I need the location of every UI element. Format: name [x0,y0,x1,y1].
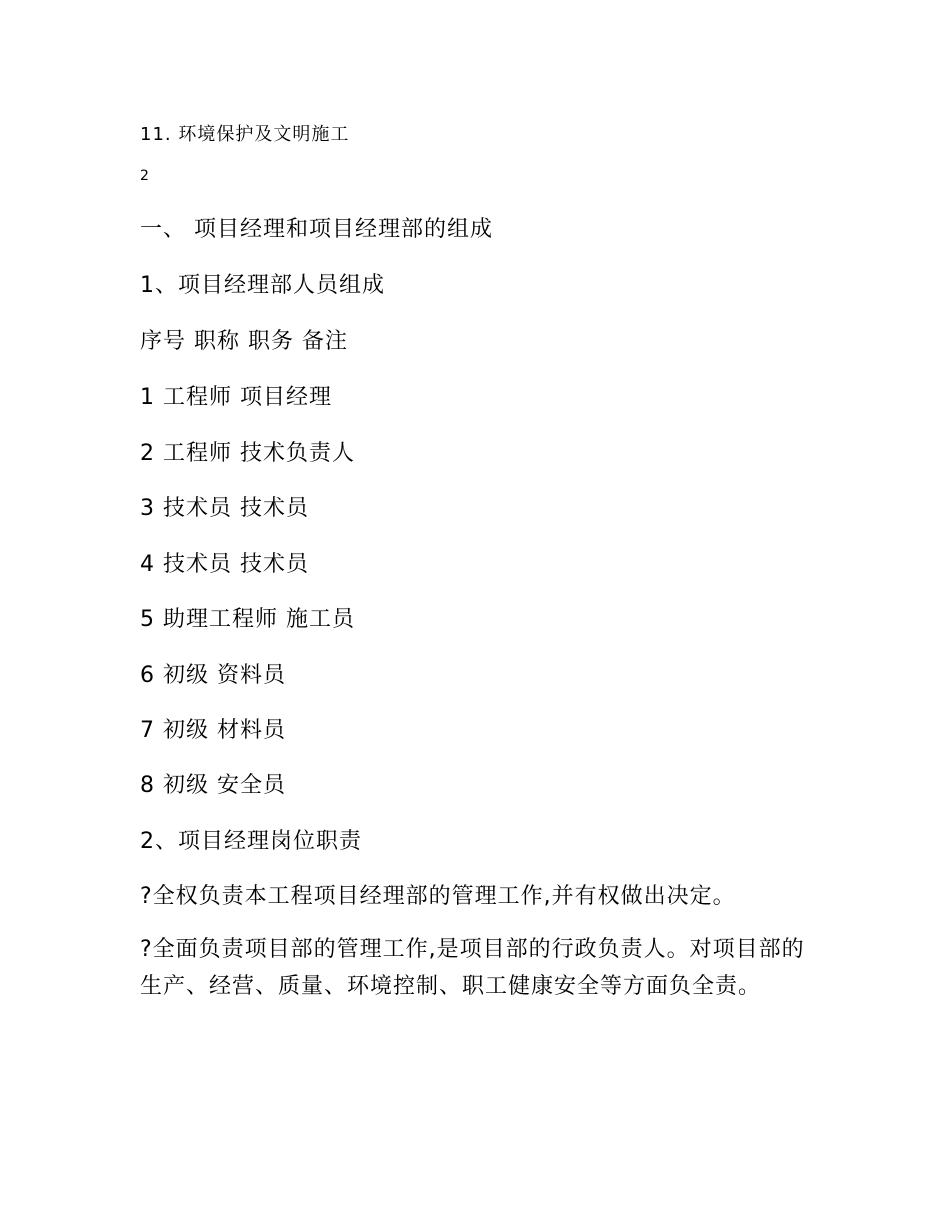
table-row: 8 初级 安全员 [140,773,286,798]
subsection-heading-duties: 2、项目经理岗位职责 [140,829,362,854]
table-row: 3 技术员 技术员 [140,496,309,521]
table-row: 4 技术员 技术员 [140,552,309,577]
duty-paragraph: ?全权负责本工程项目经理部的管理工作,并有权做出决定。 [140,884,736,909]
section-heading: 一、 项目经理和项目经理部的组成 [140,217,493,242]
table-row: 1 工程师 项目经理 [140,385,332,410]
toc-entry: 11. 环境保护及文明施工 [140,124,350,145]
table-row: 5 助理工程师 施工员 [140,607,355,632]
table-row: 7 初级 材料员 [140,718,286,743]
subsection-heading-staff: 1、项目经理部人员组成 [140,273,385,298]
table-row: 2 工程师 技术负责人 [140,441,355,466]
table-row: 6 初级 资料员 [140,663,286,688]
page-number: 2 [140,168,150,184]
duty-paragraph: ?全面负责项目部的管理工作,是项目部的行政负责人。对项目部的生产、经营、质量、环境控制、职工健康安全等方面负全责。 [140,937,805,999]
table-header: 序号 职称 职务 备注 [140,329,348,354]
